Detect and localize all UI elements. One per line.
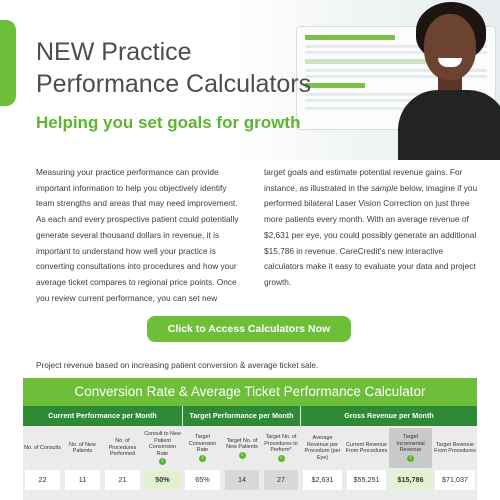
group-current: Current Performance per Month (23, 406, 182, 426)
calculator-title: Conversion Rate & Average Ticket Performance Calculator (23, 378, 477, 406)
value-new-patients[interactable]: 11 (65, 470, 100, 490)
info-icon[interactable]: i (199, 455, 206, 462)
access-calculators-button[interactable]: Click to Access Calculators Now (147, 316, 351, 342)
value-procedures[interactable]: 21 (105, 470, 140, 490)
col-header: No. of Consults (24, 444, 61, 451)
col-header: Consult to New Patient Conversion Rate i (144, 431, 181, 464)
body-text-right (264, 165, 478, 291)
value-target-conversion[interactable]: 65% (185, 470, 220, 490)
value-consults[interactable]: 22 (25, 470, 60, 490)
info-icon[interactable]: i (159, 458, 166, 465)
col-header: Target Revenue From Procedures (434, 441, 476, 454)
col-header: No. of New Patients (69, 441, 96, 454)
title-line-1: NEW Practice (36, 38, 192, 66)
value-incremental-revenue: $15,786 (391, 470, 430, 490)
value-conversion-rate: 50% (145, 470, 180, 490)
value-average-revenue[interactable]: $2,631 (303, 470, 342, 490)
col-header: Target Incremental Revenue i (389, 428, 432, 468)
body-text-right-a: target goals and estimate potential revenue gains. For instance, as illustrated in the (264, 167, 463, 193)
value-current-revenue: $55,251 (347, 470, 386, 490)
calculator-table (23, 378, 477, 500)
value-target-revenue: $71,037 (435, 470, 475, 490)
title-line-2: Performance Calculators (36, 70, 312, 98)
group-revenue: Gross Revenue per Month (301, 406, 477, 426)
col-header: Current Revenue From Procedures (345, 441, 388, 454)
value-target-procedures: 27 (264, 470, 298, 490)
col-header: Target No. of Procedures to Perform* i (264, 434, 298, 461)
body-text-left: Measuring your practice performance can provide important information to help you objectively identify team strengths and areas that may need improvement. As each and every prospective patient could potentially generate several thousand dollars in revenue, it is important to understand how well your practice is converting consultations into procedures and how your average ticket compares to regional price points. Once you review current performance, you can set new (36, 167, 239, 303)
info-icon[interactable]: i (407, 455, 414, 462)
page-title (36, 36, 336, 100)
info-icon[interactable]: i (239, 452, 246, 459)
value-target-new-patients: 14 (225, 470, 259, 490)
group-target: Target Performance per Month (183, 406, 300, 426)
body-text-right-em: sample (371, 182, 398, 193)
calculator-note: Project revenue based on increasing patient conversion & average ticket sale. (36, 361, 319, 370)
page-subtitle: Helping you set goals for growth (36, 113, 301, 132)
col-header: No. of Procedures Performed (108, 438, 137, 458)
info-icon[interactable]: i (278, 455, 285, 462)
col-header: Average Revenue per Procedure (per Eye) (304, 435, 341, 461)
col-header: Target Conversion Rate i (188, 434, 217, 461)
col-header: Target No. of New Patients i (226, 437, 258, 458)
accent-tab (0, 20, 16, 106)
body-text-right-b: below, imagine if you performed bilateral Laser Vision Correction on just three more patients every month. With an average revenue of $2,631 per eye, you could possibly generate an additional $15,786 in revenue. CareCredit's new interactive calculators make it easy to evaluate your data and project growth. (264, 182, 478, 287)
person-image (394, 0, 500, 160)
